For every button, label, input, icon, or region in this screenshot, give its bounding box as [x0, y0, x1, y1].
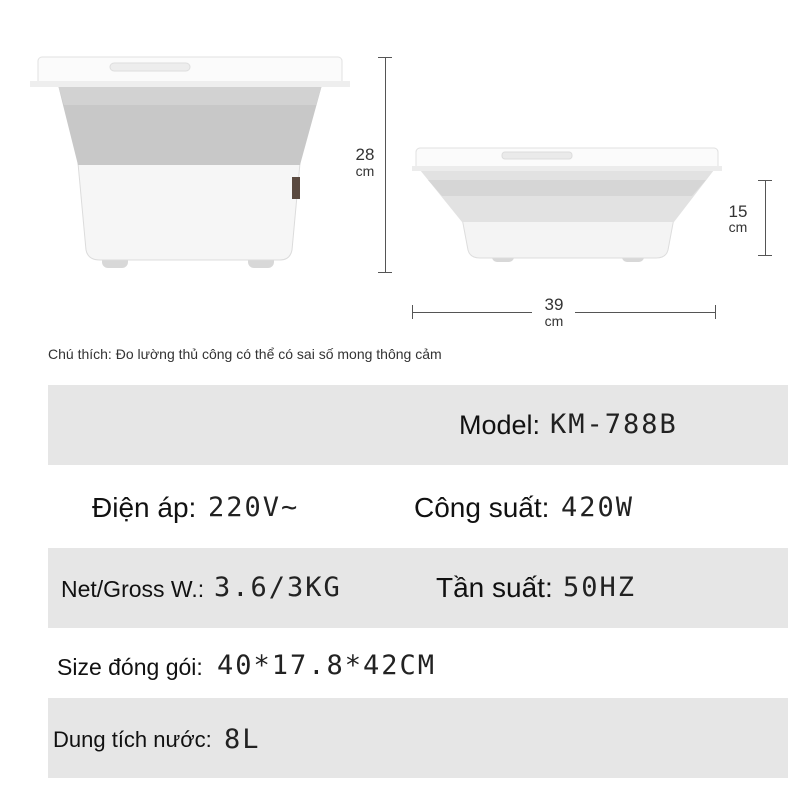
- model-value: KM-788B: [550, 409, 678, 440]
- weight-value: 3.6/3KG: [214, 572, 342, 603]
- expanded-basin-image: [30, 45, 350, 275]
- width-dimension-line-left: [412, 312, 532, 313]
- folded-basin-image: [412, 140, 722, 270]
- power-value: 420W: [561, 492, 635, 523]
- width-value: 39: [544, 295, 564, 314]
- folded-height-unit: cm: [728, 219, 748, 235]
- height-dimension-cap-top: [378, 57, 392, 58]
- frequency-label: Tần suất:: [436, 572, 553, 603]
- folded-height-value: 15: [728, 202, 748, 221]
- spec-row-weight-frequency: [48, 548, 788, 628]
- spec-row-package-size: [48, 630, 788, 698]
- spec-row-model: [48, 385, 788, 465]
- height-value: 28: [355, 145, 375, 164]
- weight-label: Net/Gross W.:: [61, 576, 205, 602]
- spec-row-voltage-power: [48, 470, 788, 545]
- water-capacity-value: 8L: [224, 724, 261, 755]
- voltage-value: 220V~: [208, 492, 300, 523]
- power-label: Công suất:: [414, 492, 550, 523]
- folded-height-dimension-line: [765, 180, 766, 255]
- spec-row-water-capacity: [48, 698, 788, 778]
- width-dimension-cap-right: [715, 305, 716, 319]
- water-capacity-label: Dung tích nước:: [53, 727, 212, 752]
- measurement-note: Chú thích: Đo lường thủ công có thể có sai số mong thông cảm: [48, 346, 442, 362]
- height-dimension-line: [385, 57, 386, 272]
- package-size-label: Size đóng gói:: [57, 654, 203, 680]
- height-dimension-cap-bottom: [378, 272, 392, 273]
- height-unit: cm: [355, 163, 375, 179]
- width-dimension-line-right: [575, 312, 715, 313]
- frequency-value: 50HZ: [563, 572, 637, 603]
- model-label: Model:: [459, 410, 541, 440]
- width-dimension-cap-left: [412, 305, 413, 319]
- folded-height-cap-top: [758, 180, 772, 181]
- package-size-value: 40*17.8*42CM: [217, 650, 437, 681]
- folded-height-cap-bottom: [758, 255, 772, 256]
- width-unit: cm: [544, 313, 564, 329]
- voltage-label: Điện áp:: [92, 492, 197, 523]
